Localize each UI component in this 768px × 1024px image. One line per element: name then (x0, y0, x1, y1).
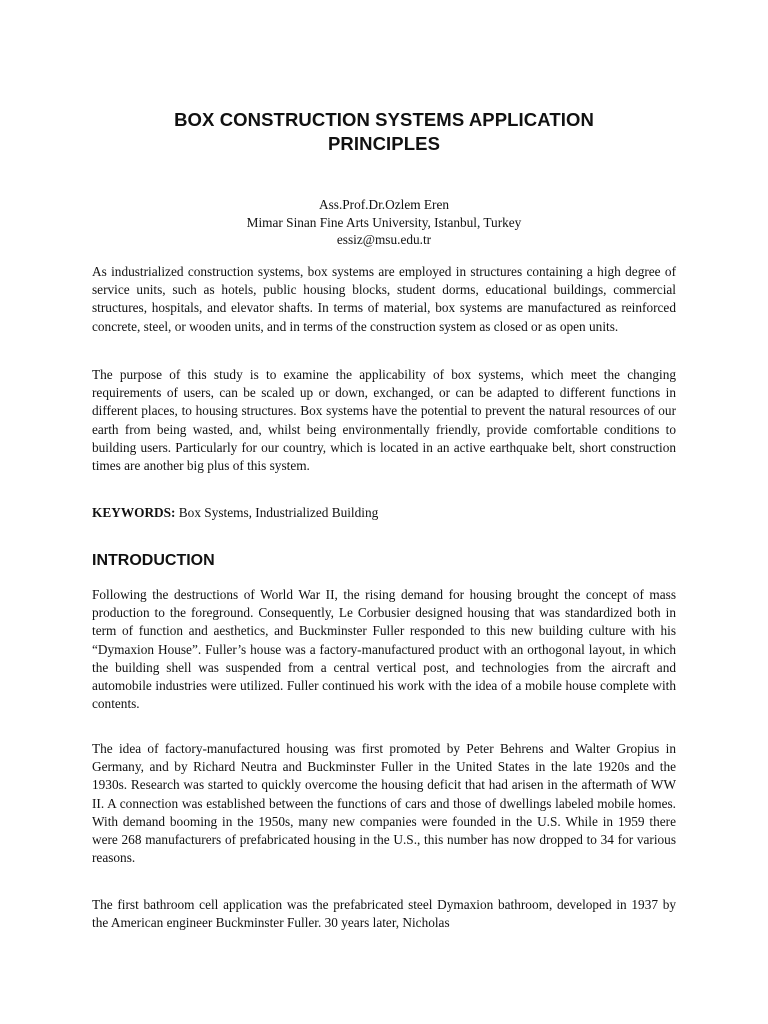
introduction-paragraph-2: The idea of factory-manufactured housing was first promoted by Peter Behrens and Walter Gropius in Germany, and by Richard Neutra and Buckminster Fuller in the United States in the late 1920s and the 1930s. Research was started to quickly overcome the housing deficit that had arisen in the aftermath of WW II. A connection was established between the functions of cars and those of dwellings labeled mobile homes. With demand booming in the 1950s, many new companies were founded in the U.S. While in 1959 there were 268 manufacturers of prefabricated housing in the U.S., this number has now dropped to 34 for various reasons. (92, 741, 676, 866)
keywords-line (92, 504, 676, 522)
keywords-value: Box Systems, Industrialized Building (175, 505, 379, 520)
author-affiliation: Mimar Sinan Fine Arts University, Istanbul, Turkey (246, 214, 522, 230)
keywords-label: KEYWORDS: (92, 505, 176, 520)
author-block (92, 196, 676, 249)
paper-title (92, 108, 676, 156)
paper-page (92, 0, 676, 1024)
section-heading-introduction: INTRODUCTION (92, 552, 215, 569)
author-email: essiz@msu.edu.tr (336, 232, 432, 247)
author-name: Ass.Prof.Dr.Ozlem Eren (319, 197, 449, 212)
abstract-paragraph-1: As industrialized construction systems, box systems are employed in structures containing a high degree of service units, such as hotels, public housing blocks, student dorms, educational buildings, commercial structures, hospitals, and elevator shafts. In terms of material, box systems are manufactured as reinforced concrete, steel, or wooden units, and in terms of the construction system as closed or as open units. (92, 264, 676, 334)
introduction-paragraph-1: Following the destructions of World War II, the rising demand for housing brought the concept of mass production to the foreground. Consequently, Le Corbusier designed housing that was standardized both in term of function and aesthetics, and Buckminster Fuller responded to this new building culture with his “Dymaxion House”. Fuller’s house was a factory-manufactured product with an orthogonal layout, in which the building shell was suspended from a central vertical post, and technologies from the aircraft and automobile industries were utilized. Fuller continued his work with the idea of a mobile house complete with contents. (92, 587, 676, 712)
paper-title-line-1: BOX CONSTRUCTION SYSTEMS APPLICATION (174, 109, 594, 131)
introduction-paragraph-3: The first bathroom cell application was the prefabricated steel Dymaxion bathroom, developed in 1937 by the American engineer Buckminster Fuller. 30 years later, Nicholas (92, 897, 676, 931)
paper-title-line-2: PRINCIPLES (327, 133, 441, 155)
abstract-paragraph-2: The purpose of this study is to examine the applicability of box systems, which meet the changing requirements of users, can be scaled up or down, exchanged, or can be adapted to different functions in different places, to housing structures. Box systems have the potential to prevent the natural resources of our earth from being wasted, and, whilst being environmentally friendly, provide comfortable conditions to building users. Particularly for our country, which is located in an active earthquake belt, short construction times are another big plus of this system. (92, 367, 676, 474)
